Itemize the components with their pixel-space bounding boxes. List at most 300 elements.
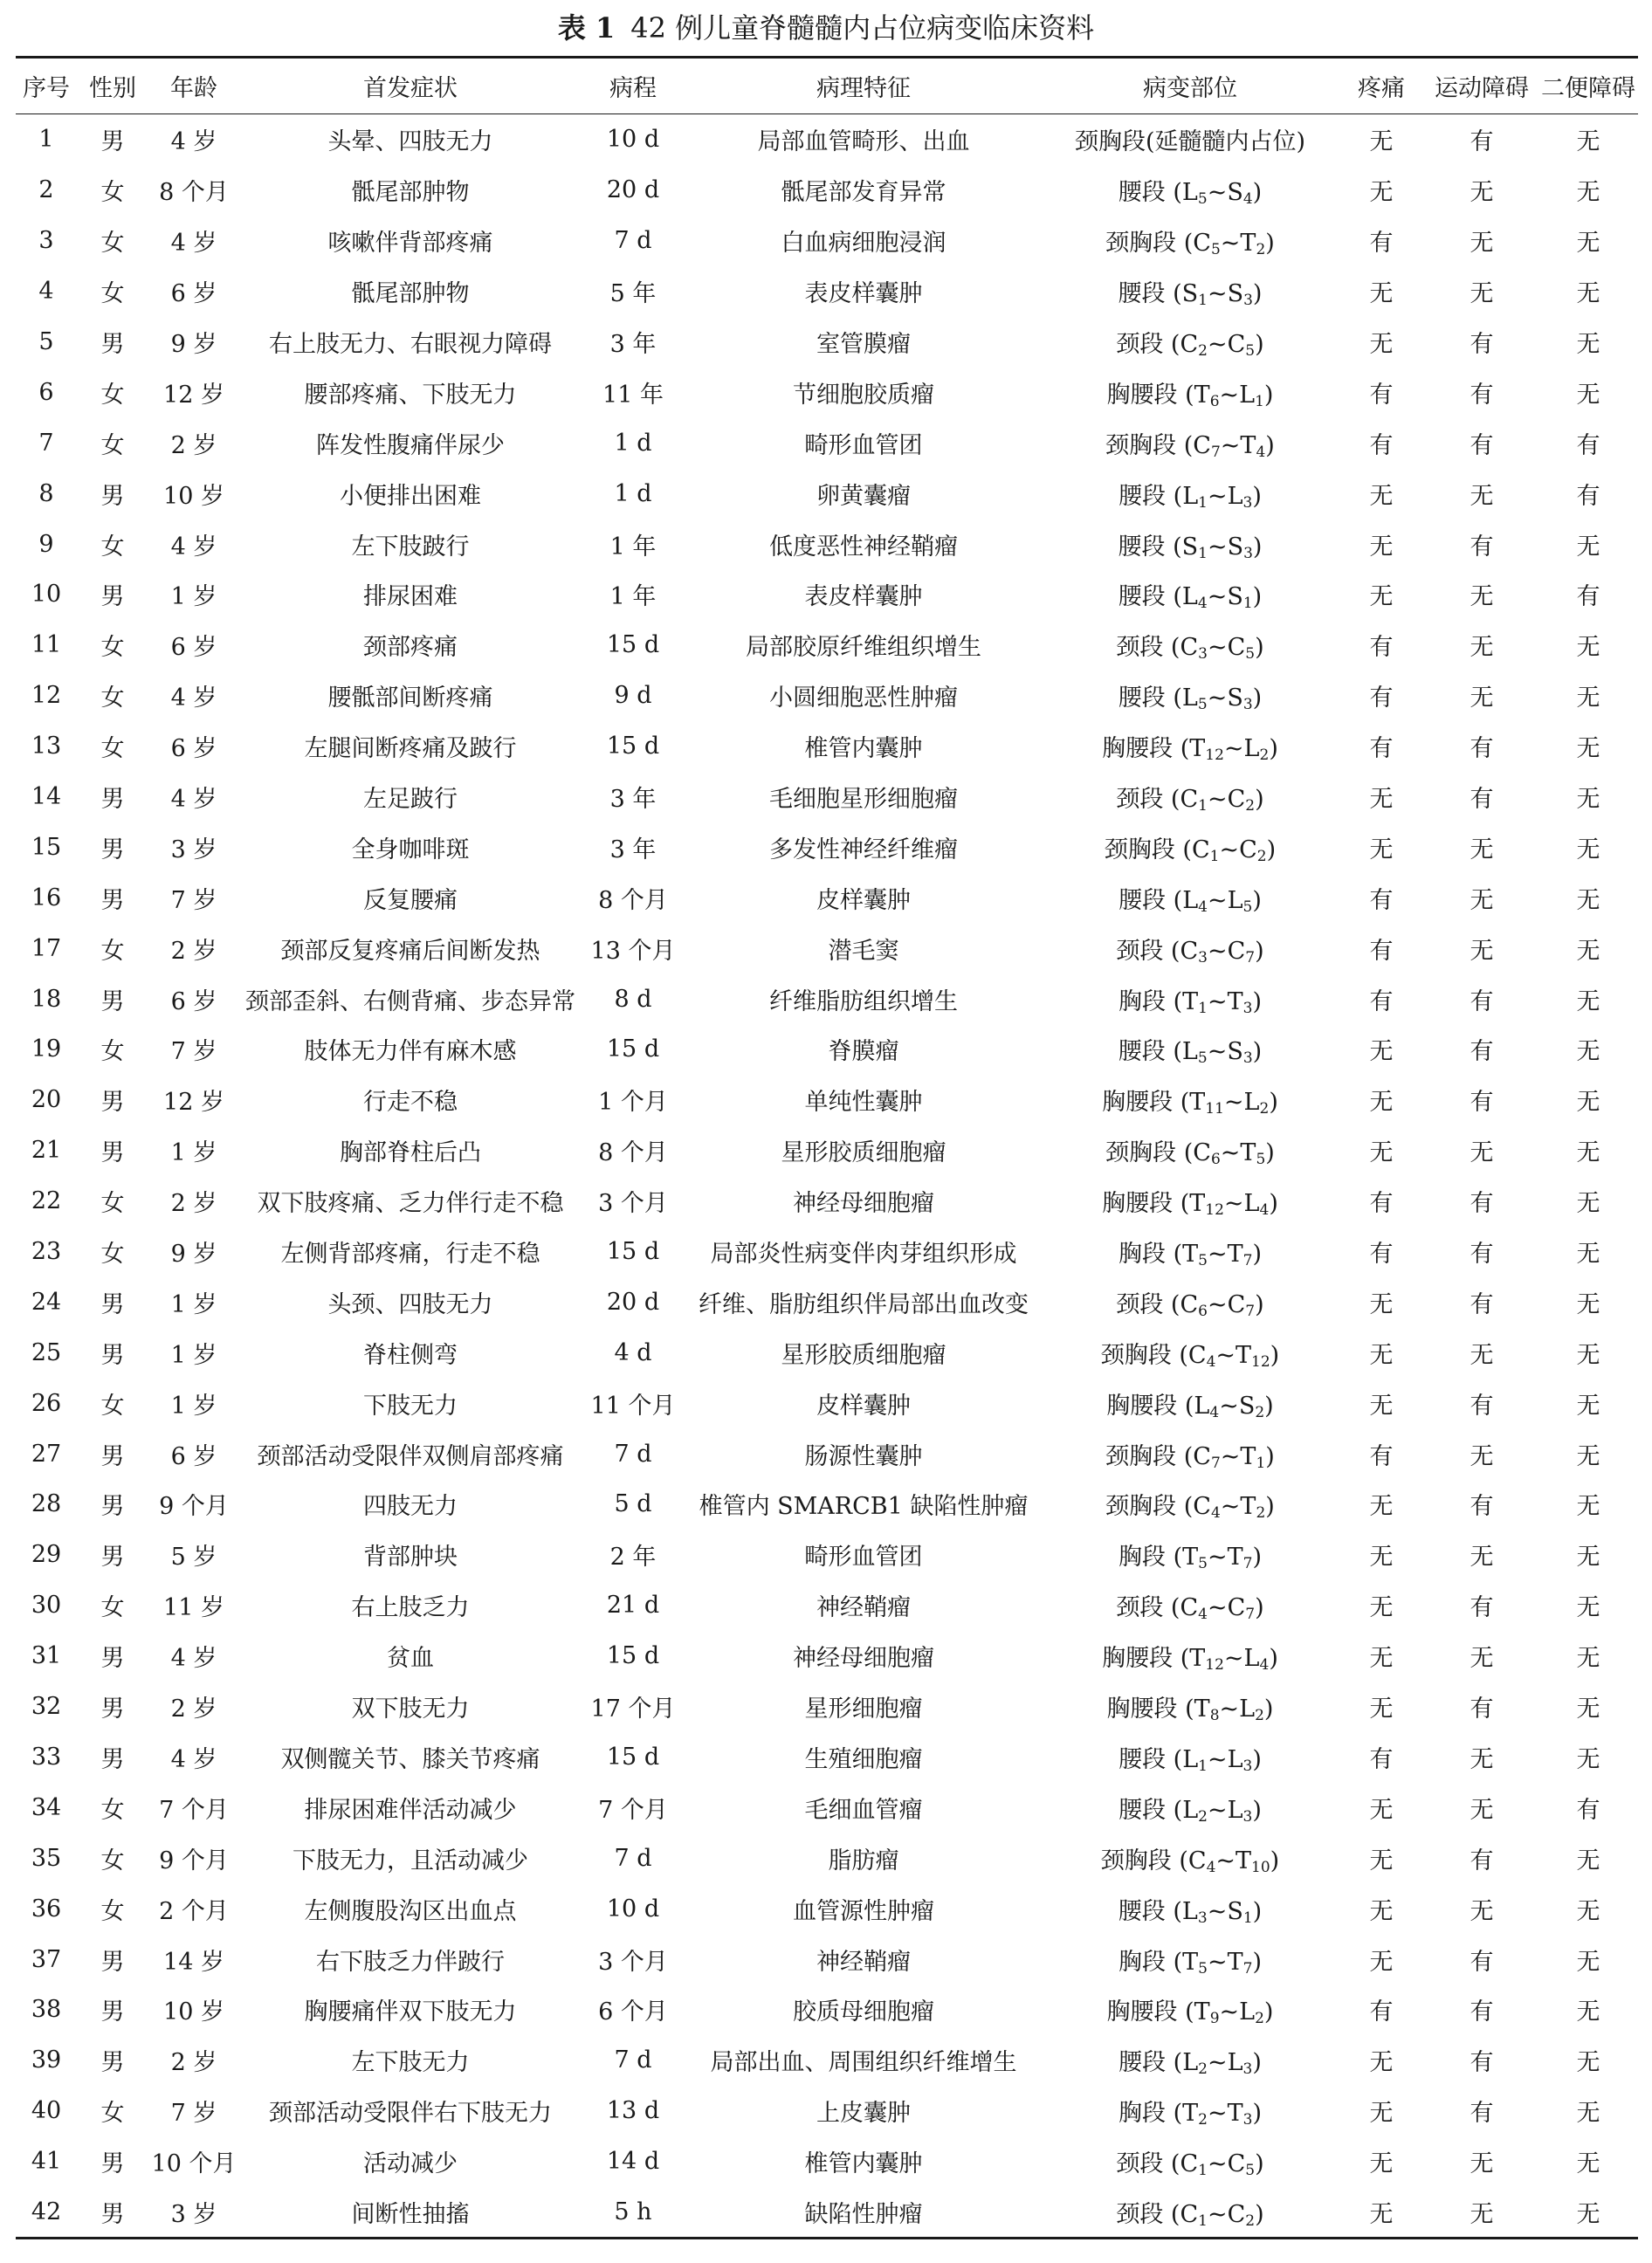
table-row: [16, 1833, 1638, 1883]
cell-id: 11: [31, 631, 62, 659]
site-from: C: [1193, 230, 1211, 258]
cell-symptom: 下肢无力: [363, 1392, 458, 1420]
site-to: S: [1227, 179, 1243, 207]
site-to-sub: 2: [1245, 797, 1256, 815]
cell-course: 5 年: [609, 280, 657, 308]
site-from-sub: 5: [1198, 1252, 1208, 1270]
cell-sex: 女: [100, 1796, 125, 1824]
cell-pathology: 潜毛窦: [828, 937, 899, 965]
cell-motor: 有: [1470, 1089, 1494, 1117]
site-to-sub: 3: [1242, 493, 1253, 512]
table-row: [16, 620, 1638, 671]
site-to-sub: 3: [1243, 292, 1253, 310]
cell-symptom: 左腿间断疼痛及跛行: [304, 735, 517, 763]
cell-course: 10 d: [606, 1895, 660, 1923]
site-from-sub: 2: [1198, 2060, 1208, 2079]
cell-symptom: 右上肢无力、右眼视力障碍: [269, 331, 552, 358]
cell-course: 8 个月: [598, 886, 668, 914]
site-region: 颈胸段: [1105, 1493, 1177, 1521]
cell-course: 8 d: [614, 985, 652, 1013]
site-to: L: [1243, 735, 1260, 763]
table-row: [16, 2035, 1638, 2086]
cell-motor: 无: [1470, 634, 1494, 662]
cell-id: 12: [31, 682, 62, 710]
cell-site: 颈胸段(延髓髓内占位): [1074, 128, 1306, 156]
cell-sex: 男: [100, 1745, 125, 1773]
site-region: 胸腰段: [1102, 1190, 1174, 1218]
cell-site: 颈胸段 $(C_4\sim T_2)$: [1105, 1493, 1275, 1523]
cell-age: 9 岁: [170, 331, 217, 358]
cell-course: 1 年: [609, 583, 657, 611]
cell-id: 32: [31, 1693, 62, 1721]
site-region: 颈段: [1116, 2200, 1164, 2228]
site-to-sub: 1: [1242, 595, 1253, 613]
cell-bowel: 无: [1576, 1847, 1600, 1874]
cell-id: 29: [31, 1541, 62, 1569]
cell-bowel: 无: [1576, 1089, 1600, 1117]
site-from: L: [1182, 2049, 1199, 2077]
table-row: [16, 772, 1638, 822]
cell-motor: 有: [1470, 1948, 1494, 1976]
cell-course: 3 年: [609, 331, 657, 358]
site-to: T: [1240, 1139, 1256, 1167]
site-to: C: [1227, 2150, 1246, 2178]
cell-pathology: 表皮样囊肿: [804, 583, 923, 611]
cell-bowel: 无: [1576, 331, 1600, 358]
table-row: [16, 872, 1638, 923]
cell-bowel: 无: [1576, 533, 1600, 561]
site-to-sub: 2: [1259, 746, 1270, 765]
site-to: C: [1227, 634, 1246, 662]
cell-bowel: 无: [1576, 381, 1600, 409]
cell-age: 4 岁: [170, 1745, 217, 1773]
cell-bowel: 无: [1576, 987, 1600, 1015]
site-from: T: [1182, 1948, 1199, 1976]
site-to: L: [1243, 1089, 1260, 1117]
cell-id: 39: [31, 2046, 62, 2074]
cell-pathology: 椎管内 SMARCB1 缺陷性肿瘤: [699, 1493, 1029, 1521]
site-region: 腰段: [1118, 1038, 1166, 1066]
cell-symptom: 右下肢乏力伴跛行: [316, 1948, 505, 1976]
cell-course: 15 d: [606, 1035, 660, 1063]
cell-id: 6: [38, 378, 54, 406]
site-from: C: [1193, 1442, 1211, 1470]
cell-bowel: 无: [1576, 1745, 1600, 1773]
cell-pathology: 皮样囊肿: [816, 1392, 911, 1420]
cell-age: 12 岁: [163, 1089, 224, 1117]
cell-pathology: 节细胞胶质瘤: [793, 381, 934, 409]
cell-sex: 女: [100, 1897, 125, 1925]
cell-id: 28: [31, 1490, 62, 1518]
cell-motor: 有: [1470, 1847, 1494, 1874]
cell-pathology: 缺陷性肿瘤: [685, 2187, 1043, 2239]
table-row: [16, 1479, 1638, 1530]
cell-bowel: 无: [1576, 1998, 1600, 2026]
site-from: T: [1189, 1645, 1206, 1673]
site-to: L: [1243, 1190, 1260, 1218]
cell-pathology: 单纯性囊肿: [804, 1089, 923, 1117]
cell-pain: 无: [1369, 1696, 1394, 1723]
cell-age: 6 岁: [170, 1442, 217, 1470]
cell-symptom: 下肢无力，且活动减少: [293, 1847, 528, 1874]
cell-course: 13 d: [606, 2097, 660, 2125]
cell-sex: 男: [100, 987, 125, 1015]
site-from: T: [1194, 1998, 1210, 2026]
cell-motor: 有: [1470, 1594, 1494, 1622]
site-region: 颈胸段: [1100, 1341, 1172, 1369]
site-region: 胸段: [1119, 1241, 1166, 1269]
site-region: 颈段: [1116, 2150, 1164, 2178]
cell-id: 40: [31, 2097, 62, 2125]
site-to-sub: 3: [1242, 2111, 1253, 2129]
cell-motor: 有: [1470, 128, 1494, 156]
cell-sex: 女: [100, 533, 125, 561]
cell-id: 35: [31, 1844, 62, 1872]
cell-age: 6 岁: [170, 634, 217, 662]
site-from-sub: 5: [1197, 696, 1208, 714]
cell-id: 33: [31, 1743, 62, 1771]
table-row: [16, 973, 1638, 1024]
cell-sex: 男: [100, 331, 125, 358]
site-to-sub: 5: [1256, 1151, 1266, 1169]
cell-bowel: 无: [1576, 179, 1600, 207]
cell-id: 5: [38, 328, 54, 355]
cell-bowel: 有: [1576, 482, 1600, 510]
cell-bowel: 无: [1576, 937, 1600, 965]
cell-sex: 男: [100, 1948, 125, 1976]
site-from: L: [1181, 1897, 1198, 1925]
cell-sex: 男: [100, 1696, 125, 1723]
cell-age: 3 岁: [148, 2187, 239, 2239]
table-row: [16, 317, 1638, 368]
site-from: C: [1193, 431, 1211, 459]
cell-id: 3: [38, 227, 54, 255]
table-row: [16, 266, 1638, 317]
col-header-sex: 性别: [77, 58, 148, 114]
cell-sex: 女: [100, 179, 125, 207]
cell-id: 16: [31, 884, 62, 911]
cell-pathology: 毛细胞星形细胞瘤: [769, 786, 958, 814]
cell-id: 20: [31, 1086, 62, 1114]
cell-bowel: 无: [1576, 1594, 1600, 1622]
site-region: 颈段: [1116, 937, 1164, 965]
site-to: L: [1239, 1696, 1256, 1723]
site-to-sub: 7: [1242, 1959, 1253, 1978]
site-from: C: [1180, 634, 1199, 662]
site-from-sub: 1: [1198, 544, 1208, 562]
cell-age: 14 岁: [163, 1948, 224, 1976]
site-to-sub: 3: [1242, 696, 1253, 714]
cell-pathology: 神经母细胞瘤: [793, 1190, 934, 1218]
cell-site: 腰段 $(L_1\sim L_3)$: [1119, 1745, 1262, 1775]
site-region: 腰段: [1118, 684, 1166, 712]
cell-site: 颈胸段 $(C_1\sim C_2)$: [1104, 836, 1277, 865]
site-from-sub: 1: [1198, 493, 1208, 512]
site-from-sub: 7: [1210, 1454, 1221, 1472]
cell-course: 11 年: [602, 381, 664, 409]
site-to: C: [1227, 2200, 1246, 2228]
cell-sex: 女: [100, 381, 125, 409]
cell-site: 胸腰段 $(T_{12}\sim L_4)$: [1102, 1645, 1278, 1675]
cell-motor: 无: [1470, 482, 1494, 510]
cell-motor: 有: [1470, 2100, 1494, 2128]
site-to-sub: 2: [1255, 1707, 1264, 1725]
col-header-motor: 运动障碍: [1425, 58, 1538, 114]
table-row: [16, 1227, 1638, 1277]
table-row: [16, 519, 1638, 569]
cell-symptom: 双下肢无力: [351, 1696, 470, 1723]
cell-course: 7 d: [614, 227, 652, 255]
cell-site: 腰段 $(L_5\sim S_3)$: [1118, 684, 1263, 714]
cell-course: 9 d: [614, 682, 652, 710]
cell-age: 2 岁: [170, 1190, 217, 1218]
cell-sex: 男: [100, 128, 125, 156]
site-from: T: [1189, 1190, 1206, 1218]
cell-motor: 无: [1425, 2187, 1538, 2239]
site-to-sub: 3: [1242, 999, 1253, 1017]
table-row: [16, 2086, 1638, 2136]
cell-pathology: 毛细血管瘤: [804, 1796, 923, 1824]
site-region: 胸腰段: [1106, 1998, 1178, 2026]
cell-course: 3 个月: [598, 1190, 668, 1218]
cell-site: 胸段 $(T_5\sim T_7)$: [1119, 1544, 1262, 1573]
cell-id: 26: [31, 1389, 62, 1417]
table-row: [16, 2187, 1638, 2239]
cell-motor: 无: [1470, 1442, 1494, 1470]
site-to: L: [1227, 1796, 1243, 1824]
cell-sex: 男: [100, 1998, 125, 2026]
cell-site: 颈胸段 $(C_4\sim T_{12})$: [1100, 1341, 1280, 1371]
cell-sex: 女: [100, 431, 125, 459]
site-to-sub: 2: [1255, 2010, 1264, 2028]
cell-sex: 男: [100, 1139, 125, 1167]
table-row: [16, 1378, 1638, 1428]
cell-pathology: 局部血管畸形、出血: [757, 128, 970, 156]
site-from-sub: 2: [1198, 2111, 1208, 2129]
cell-bowel: 无: [1576, 1948, 1600, 1976]
table-row: [16, 822, 1638, 872]
cell-symptom: 四肢无力: [363, 1493, 458, 1521]
cell-course: 8 个月: [598, 1139, 668, 1167]
site-to: T: [1240, 230, 1256, 258]
cell-motor: 有: [1470, 1392, 1494, 1420]
cell-sex: 男: [100, 1341, 125, 1369]
site-from-sub: 1: [1209, 847, 1220, 865]
cell-id: 7: [38, 429, 54, 457]
site-to-sub: 3: [1242, 1807, 1253, 1826]
cell-pathology: 多发性神经纤维瘤: [769, 836, 958, 863]
cell-id: 22: [31, 1187, 62, 1215]
site-from: C: [1180, 331, 1199, 358]
cell-pain: 有: [1369, 230, 1394, 258]
cell-course: 15 d: [606, 1238, 660, 1266]
cell-bowel: 无: [1576, 1897, 1600, 1925]
table-row: [16, 1883, 1638, 1934]
cell-course: 1 个月: [598, 1089, 668, 1117]
cell-symptom: 颈部活动受限伴右下肢无力: [269, 2100, 552, 2128]
site-to-sub: 4: [1259, 1656, 1270, 1675]
site-from: L: [1181, 684, 1198, 712]
table-row: [16, 1024, 1638, 1075]
cell-pain: 有: [1369, 1241, 1394, 1269]
cell-pain: 有: [1369, 684, 1394, 712]
site-from-sub: 3: [1198, 948, 1208, 966]
cell-site: 胸段 $(T_5\sim T_7)$: [1119, 1241, 1262, 1270]
cell-course: 7 d: [614, 1844, 652, 1872]
cell-sex: 男: [100, 1544, 125, 1572]
cell-motor: 无: [1470, 1544, 1494, 1572]
site-region: 胸段: [1119, 1948, 1166, 1976]
site-from: 延髓髓内占位: [1154, 128, 1297, 156]
cell-pathology: 白血病细胞浸润: [781, 230, 946, 258]
cell-id: 36: [31, 1895, 62, 1923]
cell-motor: 有: [1470, 1493, 1494, 1521]
cell-site: 胸腰段 $(T_{11}\sim L_2)$: [1102, 1089, 1278, 1118]
cell-motor: 有: [1470, 431, 1494, 459]
cell-sex: 男: [100, 2049, 125, 2077]
cell-bowel: 无: [1576, 1341, 1600, 1369]
table-row: [16, 1682, 1638, 1732]
cell-site: 胸腰段 $(T_{12}\sim L_2)$: [1102, 735, 1278, 765]
cell-id: 18: [31, 985, 62, 1013]
cell-pain: 有: [1369, 1745, 1394, 1773]
cell-pathology: 胶质母细胞瘤: [793, 1998, 934, 2026]
site-from-sub: 3: [1198, 645, 1208, 664]
cell-id: 17: [31, 934, 62, 962]
cell-bowel: 无: [1576, 1241, 1600, 1269]
cell-site: 胸腰段 $(L_4\sim S_2)$: [1106, 1392, 1274, 1421]
table-row: [16, 216, 1638, 266]
cell-bowel: 有: [1576, 431, 1600, 459]
cell-site: 颈胸段 $(C_5\sim T_2)$: [1105, 230, 1275, 259]
cell-pathology: 皮样囊肿: [816, 886, 911, 914]
cell-age: 7 岁: [170, 1038, 217, 1066]
site-from-sub: 5: [1197, 190, 1208, 209]
cell-symptom: 左足跛行: [363, 786, 458, 814]
cell-id: 10: [31, 581, 62, 609]
site-region: 腰段: [1118, 179, 1166, 207]
site-region: 颈段: [1116, 634, 1164, 662]
cell-age: 9 岁: [170, 1241, 217, 1269]
cell-motor: 有: [1470, 2049, 1494, 2077]
col-header-site: 病变部位: [1043, 58, 1338, 114]
table-row: [16, 1530, 1638, 1580]
cell-pain: 无: [1369, 179, 1394, 207]
cell-pathology: 脊膜瘤: [828, 1038, 899, 1066]
site-from-sub: 4: [1206, 1858, 1216, 1876]
cell-sex: 女: [100, 280, 125, 308]
cell-site: 颈段 $(C_6\sim C_7)$: [1116, 1290, 1264, 1320]
cell-pain: 无: [1369, 583, 1394, 611]
cell-motor: 有: [1470, 735, 1494, 763]
cell-age: 1 岁: [170, 1290, 217, 1318]
cell-motor: 无: [1470, 179, 1494, 207]
cell-bowel: 无: [1576, 1493, 1600, 1521]
site-from: T: [1182, 1241, 1199, 1269]
cell-pathology: 纤维脂肪组织增生: [769, 987, 958, 1015]
col-header-bowel: 二便障碍: [1538, 58, 1638, 114]
site-from: T: [1189, 1089, 1206, 1117]
cell-bowel: 无: [1576, 280, 1600, 308]
cell-motor: 无: [1470, 230, 1494, 258]
site-to: L: [1227, 886, 1243, 914]
site-region: 腰段: [1119, 1745, 1167, 1773]
cell-bowel: 无: [1576, 1392, 1600, 1420]
cell-pathology: 神经母细胞瘤: [793, 1645, 934, 1673]
site-to-sub: 7: [1245, 1302, 1256, 1320]
table-body: [16, 114, 1638, 2239]
site-region: 腰段: [1119, 1796, 1167, 1824]
cell-pain: 无: [1369, 1089, 1394, 1117]
table-row: [16, 1580, 1638, 1631]
cell-id: 21: [31, 1137, 62, 1165]
cell-motor: 有: [1470, 1038, 1494, 1066]
cell-age: 3 岁: [170, 836, 217, 863]
cell-age: 7 个月: [159, 1796, 229, 1824]
site-to-sub: 1: [1255, 392, 1264, 410]
cell-sex: 男: [100, 1089, 125, 1117]
cell-motor: 有: [1470, 1696, 1494, 1723]
site-from-sub: 1: [1198, 2162, 1208, 2180]
site-region: 胸腰段: [1106, 1696, 1178, 1723]
col-header-id: 序号: [16, 58, 77, 114]
cell-sex: 男: [100, 1493, 125, 1521]
site-from-sub: 1: [1198, 999, 1208, 1017]
site-from: L: [1182, 482, 1199, 510]
site-from-sub: 1: [1198, 1757, 1208, 1775]
site-from-sub: 12: [1205, 1656, 1224, 1675]
site-region: 颈段: [1116, 331, 1164, 358]
site-region: 颈胸段: [1105, 1442, 1177, 1470]
site-from: C: [1193, 1139, 1211, 1167]
site-region: 腰段: [1118, 533, 1166, 561]
cell-id: 24: [31, 1288, 62, 1316]
table-row: [16, 1782, 1638, 1833]
site-to-sub: 5: [1245, 2162, 1256, 2180]
cell-age: 4 岁: [170, 1645, 217, 1673]
cell-bowel: 无: [1538, 2187, 1638, 2239]
cell-age: 6 岁: [170, 735, 217, 763]
site-from-sub: 3: [1197, 1909, 1208, 1927]
cell-motor: 无: [1470, 886, 1494, 914]
site-from: T: [1182, 987, 1199, 1015]
cell-pain: 有: [1369, 735, 1394, 763]
cell-bowel: 无: [1576, 1038, 1600, 1066]
cell-age: 1 岁: [170, 583, 217, 611]
site-from: L: [1181, 1038, 1198, 1066]
cell-id: 8: [38, 479, 54, 507]
cell-course: 3 个月: [598, 1948, 668, 1976]
table-row: [16, 417, 1638, 468]
site-region: 颈胸段: [1105, 230, 1177, 258]
cell-symptom: 咳嗽伴背部疼痛: [327, 230, 493, 258]
cell-course: 2 年: [609, 1544, 657, 1572]
cell-course: 14 d: [606, 2148, 660, 2176]
cell-pathology: 上皮囊肿: [816, 2100, 911, 2128]
site-to: S: [1227, 1897, 1243, 1925]
cell-bowel: 无: [1576, 2100, 1600, 2128]
cell-sex: 男: [100, 1442, 125, 1470]
cell-pathology: 骶尾部发育异常: [781, 179, 946, 207]
cell-bowel: 无: [1576, 2150, 1600, 2178]
site-from: L: [1182, 886, 1199, 914]
cell-age: 4 岁: [170, 684, 217, 712]
cell-symptom: 腰部疼痛、下肢无力: [304, 381, 517, 409]
site-to: L: [1243, 1645, 1260, 1673]
cell-sex: 女: [100, 1241, 125, 1269]
site-to-sub: 2: [1245, 2211, 1256, 2230]
table-row: [16, 1428, 1638, 1479]
